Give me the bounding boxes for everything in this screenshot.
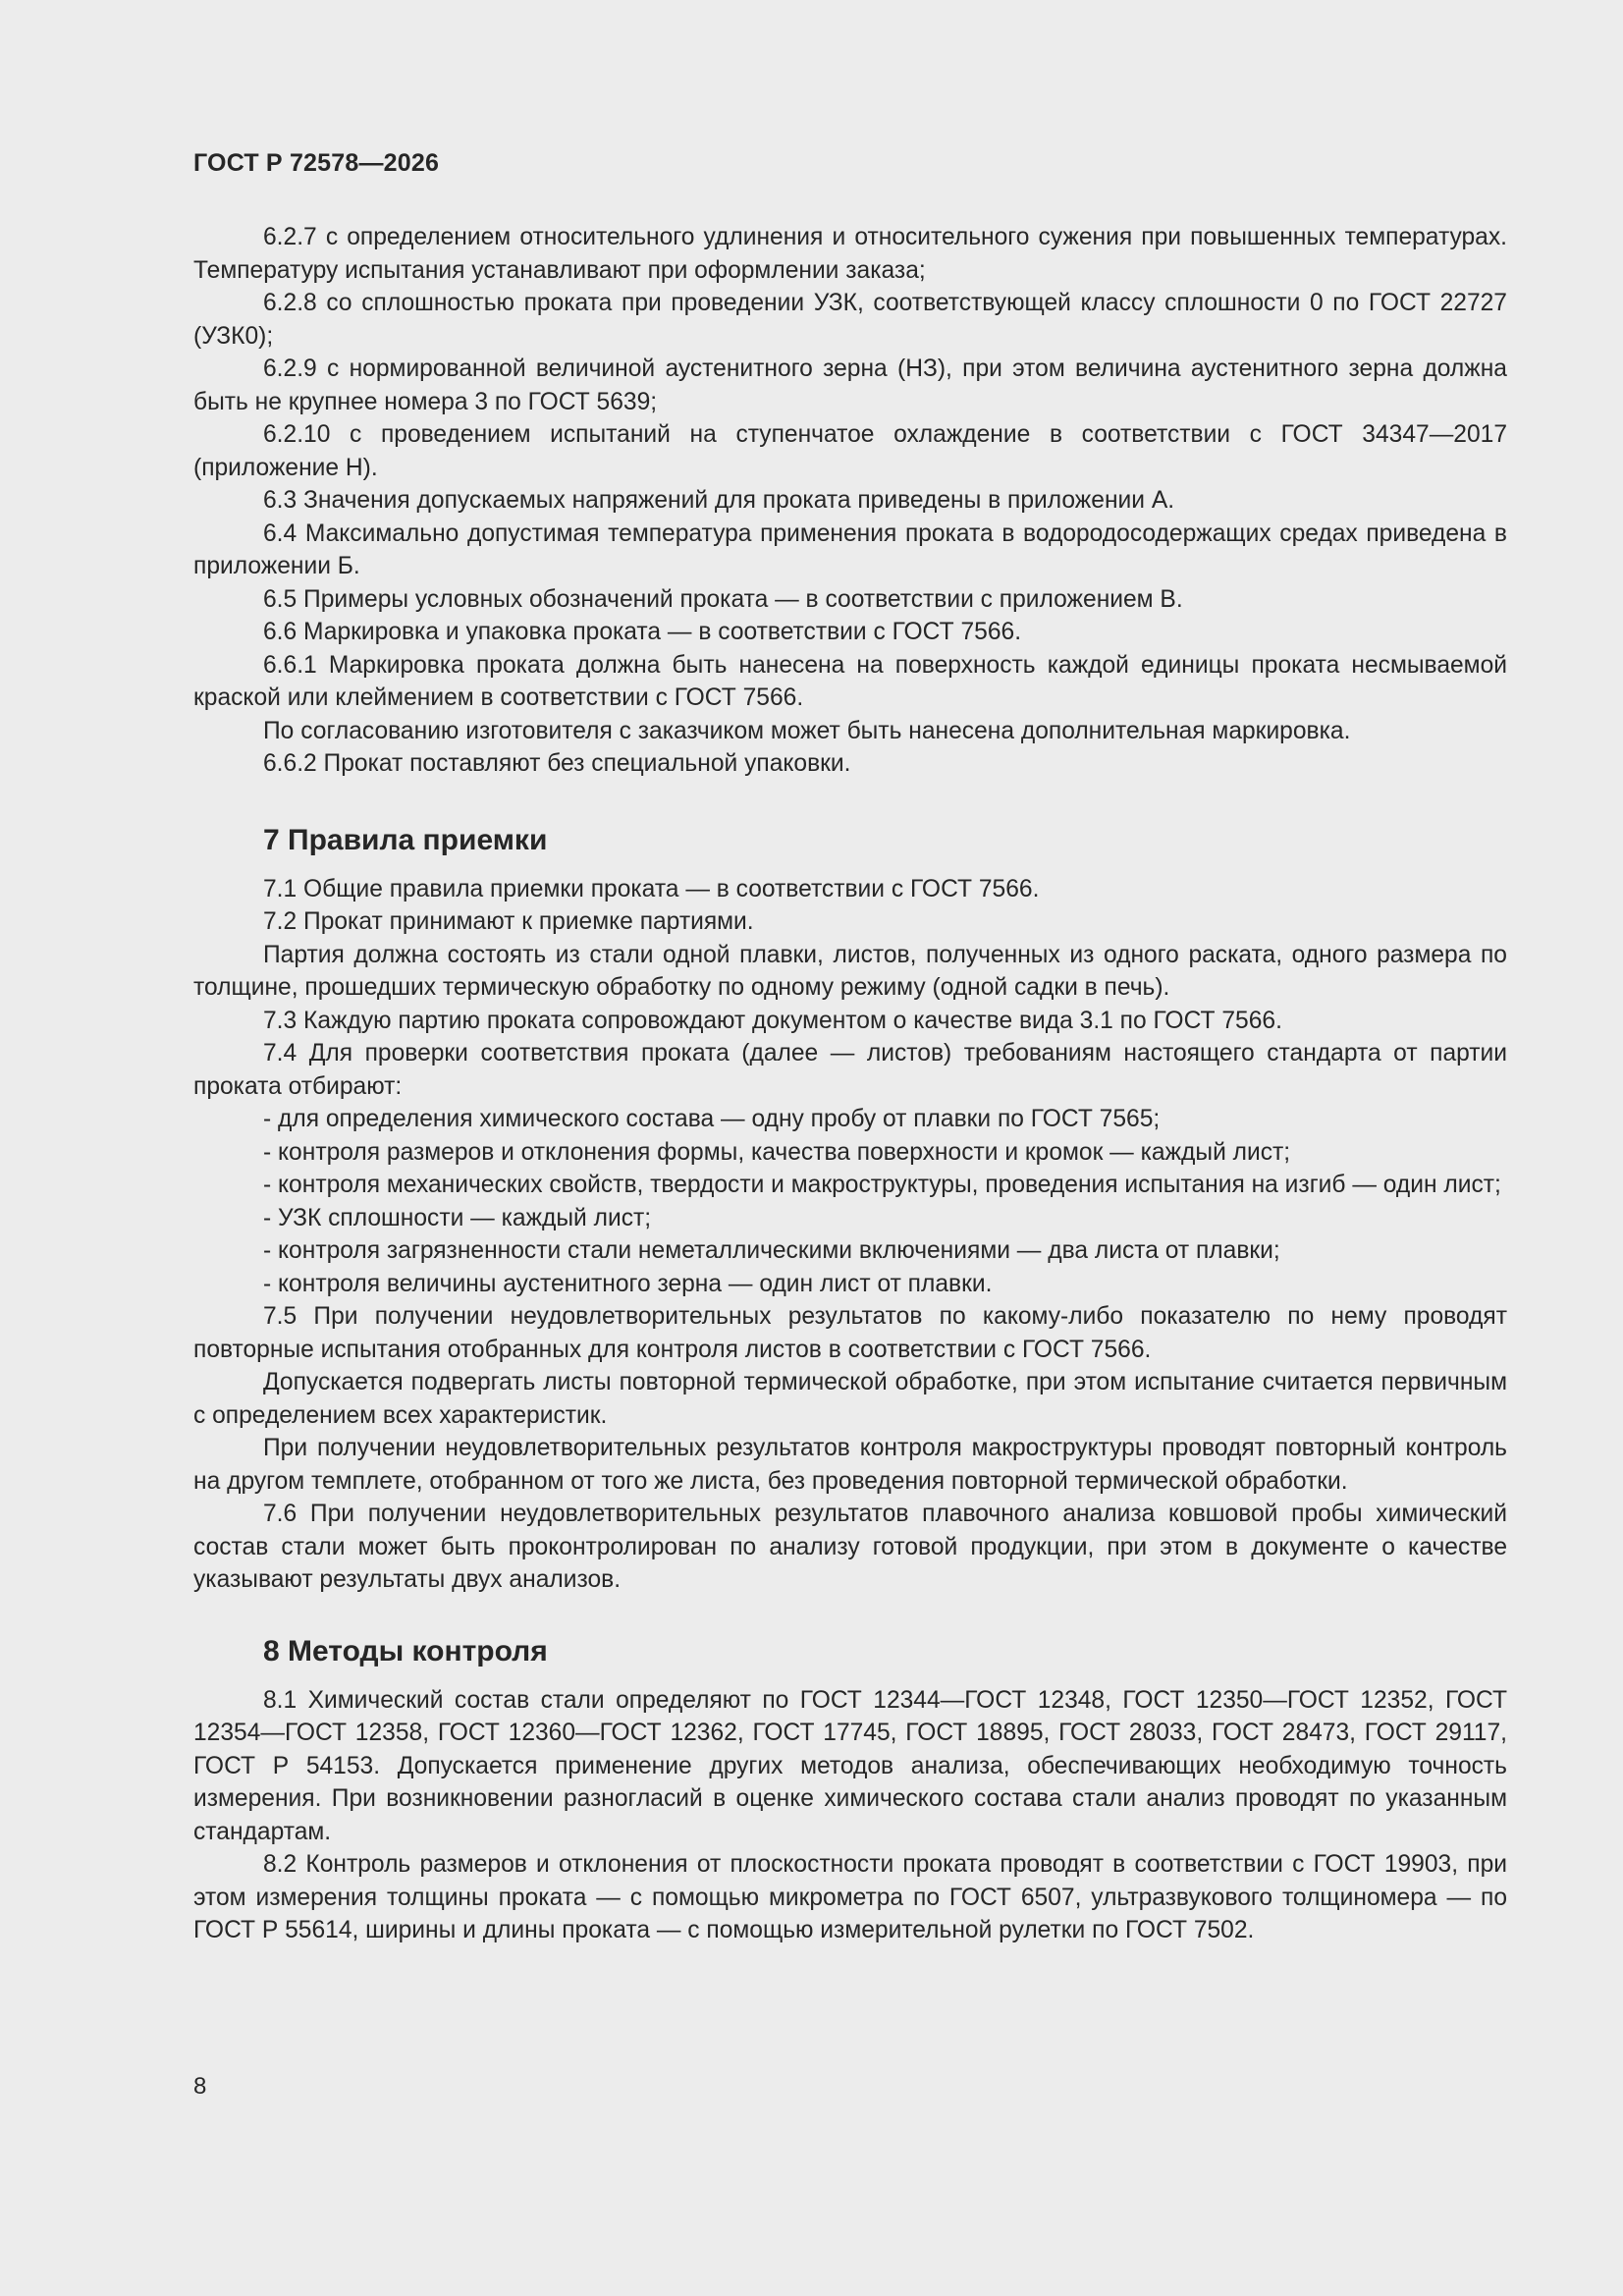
- list-item-inclusions: - контроля загрязненности стали неметаллическими включениями — два листа от плавки;: [263, 1237, 1280, 1264]
- document-header: ГОСТ Р 72578—2026: [193, 149, 440, 177]
- paragraph-7-6: 7.6 При получении неудовлетворительных результатов плавочного анализа ковшовой пробы химический состав стали может быть проконтролирован по анализу готовой продукции, при этом в документе о качестве указывают результаты двух анализов.: [193, 1501, 1507, 1593]
- paragraph-7-2: 7.2 Прокат принимают к приемке партиями.: [263, 908, 754, 935]
- section-8-title: 8 Методы контроля: [263, 1634, 548, 1667]
- paragraph-6-3: 6.3 Значения допускаемых напряжений для проката приведены в приложении А.: [263, 487, 1175, 514]
- paragraph-7-1: 7.1 Общие правила приемки проката — в соответствии с ГОСТ 7566.: [263, 875, 1040, 902]
- paragraph-6-6-2: 6.6.2 Прокат поставляют без специальной упаковки.: [263, 750, 851, 777]
- list-item-dimensions: - контроля размеров и отклонения формы, качества поверхности и кромок — каждый лист;: [263, 1138, 1291, 1166]
- paragraph-6-6-1-extra: По согласованию изготовителя с заказчиком может быть нанесена дополнительная маркировка.: [263, 717, 1351, 744]
- list-item-ultrasonic: - УЗК сплошности — каждый лист;: [263, 1204, 652, 1231]
- paragraph-6-6-1: 6.6.1 Маркировка проката должна быть нанесена на поверхность каждой единицы проката несмываемой краской или клеймением в соответствии с ГОСТ 7566.: [193, 651, 1507, 711]
- paragraph-7-5-heat: Допускается подвергать листы повторной термической обработке, при этом испытание считается первичным с определением всех характеристик.: [193, 1369, 1507, 1429]
- page-number: 8: [193, 2073, 207, 2100]
- paragraph-6-2-8: 6.2.8 со сплошностью проката при проведении УЗК, соответствующей классу сплошности 0 по ГОСТ 22727 (УЗК0);: [193, 290, 1507, 350]
- paragraph-6-6: 6.6 Маркировка и упаковка проката — в соответствии с ГОСТ 7566.: [263, 619, 1022, 645]
- paragraph-7-5-macro: При получении неудовлетворительных результатов контроля макроструктуры проводят повторный контроль на другом темплете, отобранном от того же листа, без проведения повторной термической обработки.: [193, 1435, 1507, 1495]
- document-body: [193, 221, 1507, 1947]
- paragraph-7-3: 7.3 Каждую партию проката сопровождают документом о качестве вида 3.1 по ГОСТ 7566.: [263, 1007, 1282, 1034]
- paragraph-7-5: 7.5 При получении неудовлетворительных результатов по какому-либо показателю по нему проводят повторные испытания отобранных для контроля листов в соответствии с ГОСТ 7566.: [193, 1303, 1507, 1363]
- list-item-mechanical: - контроля механических свойств, твердости и макроструктуры, проведения испытания на изгиб — один лист;: [263, 1172, 1501, 1198]
- paragraph-6-4: 6.4 Максимально допустимая температура применения проката в водородосодержащих средах приведена в приложении Б.: [193, 519, 1507, 579]
- paragraph-6-2-7: 6.2.7 с определением относительного удлинения и относительного сужения при повышенных температурах. Температуру испытания устанавливают при оформлении заказа;: [193, 224, 1507, 284]
- paragraph-7-4: 7.4 Для проверки соответствия проката (далее — листов) требованиям настоящего стандарта от партии проката отбирают:: [193, 1040, 1507, 1100]
- paragraph-6-2-10: 6.2.10 с проведением испытаний на ступенчатое охлаждение в соответствии с ГОСТ 34347—2017 (приложение Н).: [193, 421, 1507, 481]
- paragraph-8-1: 8.1 Химический состав стали определяют по ГОСТ 12344—ГОСТ 12348, ГОСТ 12350—ГОСТ 12352, ГОСТ 12354—ГОСТ 12358, ГОСТ 12360—ГОСТ 12362, ГОСТ 17745, ГОСТ 18895, ГОСТ 28033, ГОСТ 28473, ГОСТ 29117, ГОСТ Р 54153. Допускается применение других методов анализа, обеспечивающих необходимую точность измерения. При возникновении разногласий в оценке химического состава стали анализ проводят по указанным стандартам.: [193, 1686, 1507, 1845]
- paragraph-6-5: 6.5 Примеры условных обозначений проката — в соответствии с приложением В.: [263, 585, 1183, 613]
- list-item-grain: - контроля величины аустенитного зерна — один лист от плавки.: [263, 1270, 993, 1297]
- paragraph-8-2: 8.2 Контроль размеров и отклонения от плоскостности проката проводят в соответствии с ГОСТ 19903, при этом измерения толщины проката — с помощью микрометра по ГОСТ 6507, ультразвукового толщиномера — по ГОСТ Р 55614, ширины и длины проката — с помощью измерительной рулетки по ГОСТ 7502.: [193, 1851, 1507, 1943]
- paragraph-7-2-batch: Партия должна состоять из стали одной плавки, листов, полученных из одного раската, одного размера по толщине, прошедших термическую обработку по одному режиму (одной садки в печь).: [193, 941, 1507, 1001]
- section-7-title: 7 Правила приемки: [263, 823, 548, 856]
- list-item-chemical: - для определения химического состава — одну пробу от плавки по ГОСТ 7565;: [263, 1106, 1161, 1132]
- paragraph-6-2-9: 6.2.9 с нормированной величиной аустенитного зерна (НЗ), при этом величина аустенитного зерна должна быть не крупнее номера 3 по ГОСТ 5639;: [193, 355, 1507, 415]
